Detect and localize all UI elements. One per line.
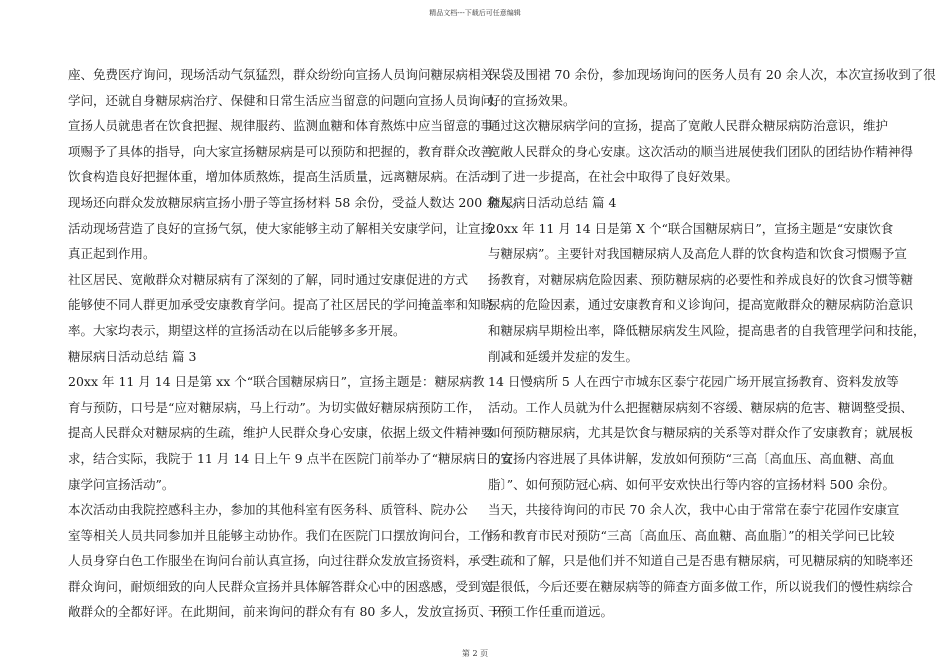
text-line: 是很低，今后还要在糖尿病等的筛查方面多做工作，所以说我们的慢性病综合	[488, 578, 914, 594]
text-line: 干预工作任重而道远。	[488, 604, 614, 620]
text-line: 好的宣扬效果。	[488, 92, 576, 108]
text-line: 生疏和了解，只是他们并不知道自己是否患有糖尿病，可见糖尿病的知晓率还	[488, 553, 914, 569]
text-line: 项赐予了具体的指导，向大家宣扬糖尿病是可以预防和把握的，教育群众改善	[68, 143, 494, 159]
text-line: 14 日慢病所 5 人在西宁市城东区泰宁花园广场开展宣扬教育、资料发放等	[488, 374, 899, 390]
text-line: 率。大家均表示，期望这样的宣扬活动在以后能够多多开展。	[68, 322, 406, 338]
left-column	[68, 62, 524, 625]
text-line: 活动。工作人员就为什么把握糖尿病刻不容缓、糖尿病的危害、糖调整受损、	[488, 399, 914, 415]
text-line: 现场还向群众发放糖尿病宣扬小册子等宣扬材料 58 余份，受益人数达 200 余人。	[68, 194, 524, 210]
page-header: 精品文档---下载后可任意编辑	[429, 9, 521, 17]
text-line: 本次活动由我院控感科主办，参加的其他科室有医务科、质管科、院办公	[68, 502, 469, 518]
text-line: 糖尿病日活动总结 篇 4	[488, 194, 617, 210]
text-line: 求，结合实际，我院于 11 月 14 日上午 9 点半在医院门前举办了“糖尿病日的安	[68, 450, 513, 466]
text-line: 糖尿病日活动总结 篇 3	[68, 348, 197, 364]
text-line: 通过这次糖尿病学问的宣扬，提高了宽敞人民群众糖尿病防治意识，维护	[488, 118, 889, 134]
text-line: 活动现场营造了良好的宣扬气氛，使大家能够主动了解相关安康学问，让宣扬	[68, 220, 494, 236]
text-line: 宣扬人员就患者在饮食把握、规律服药、监测血糖和体育熬炼中应当留意的事	[68, 118, 494, 134]
text-line: 到了进一步提高，在社会中取得了良好效果。	[488, 169, 739, 185]
text-line: 社区居民、宽敞群众对糖尿病有了深刻的了解，同时通过安康促进的方式	[68, 271, 469, 287]
text-line: 室等相关人员共同参加并且能够主动协作。我们在医院门口摆放询问台，工作	[68, 527, 494, 543]
text-line: 群众询问，耐烦细致的向人民群众宣扬并具体解答群众心中的困惑感，受到宽	[68, 578, 494, 594]
text-line: 当天，共接待询问的市民 70 余人次，我中心由于常常在泰宁花园作安康宣	[488, 502, 900, 518]
text-line: 敞群众的全都好评。在此期间，前来询问的群众有有 80 多人，发放宣扬页、环	[68, 604, 505, 620]
text-line: 能够使不同人群更加承受安康教育学问。提高了社区居民的学问掩盖率和知晓	[68, 297, 494, 313]
text-line: 扬和教育市民对预防“三高〔高血压、高血糖、高血脂〕”的相关学问已比较	[488, 527, 895, 543]
text-line: 康学问宣扬活动”。	[68, 476, 175, 492]
text-line: 尿病的危险因素，通过安康教育和义诊询问，提高宽敞群众的糖尿病防治意识	[488, 297, 914, 313]
text-line: 学问，还就自身糖尿病治疗、保健和日常生活应当留意的问题向宣扬人员询问。	[68, 92, 506, 108]
text-line: 座、免费医疗询问，现场活动气氛猛烈，群众纷纷向宣扬人员询问糖尿病相关	[68, 67, 494, 82]
text-line: 提高人民群众对糖尿病的生疏，维护人民群众身心安康，依据上级文件精神要	[68, 425, 494, 441]
text-line: 人员身穿白色工作服坐在询问台前认真宣扬，向过往群众发放宣扬资料，承受	[68, 553, 494, 569]
text-line: 脂〕”、如何预防冠心病、如何平安欢快出行等内容的宣扬材料 500 余份。	[488, 476, 895, 492]
text-line: 与糖尿病”。主要针对我国糖尿病人及高危人群的饮食构造和饮食习惯赐予宣	[488, 246, 907, 262]
text-line: 饮食构造良好把握体重，增加体质熬炼，提高生活质量，远离糖尿病。在活动	[68, 169, 494, 185]
text-line: 如何预防糖尿病，尤其是饮食与糖尿病的关系等对群众作了安康教育；就展板	[488, 425, 914, 441]
right-column	[488, 62, 936, 625]
text-line: 扬教育，对糖尿病危险因素、预防糖尿病的必要性和养成良好的饮食习惯等糖	[488, 271, 914, 287]
text-line: 宽敞人民群众的身心安康。这次活动的顺当进展使我们团队的团结协作精神得	[488, 143, 914, 159]
text-line: 和糖尿病早期检出率，降低糖尿病发生风险，提高患者的自我管理学问和技能，	[488, 322, 926, 338]
text-line: 削减和延缓并发症的发生。	[488, 348, 639, 364]
text-line: 保袋及围裙 70 余份，参加现场询问的医务人员有 20 余人次，本次宣扬收到了很	[488, 67, 936, 82]
page-footer: 第 2 页	[461, 649, 489, 658]
text-line: 的宣扬内容进展了具体讲解，发放如何预防“三高〔高血压、高血糖、高血	[488, 450, 895, 466]
text-line: 真正起到作用。	[68, 246, 156, 262]
text-line: 20xx 年 11 月 14 日是第 xx 个“联合国糖尿病日”，宣扬主题是：糖尿病教	[68, 374, 485, 390]
text-line: 育与预防，口号是“应对糖尿病，马上行动”。为切实做好糖尿病预防工作，	[68, 399, 481, 415]
text-line: 20xx 年 11 月 14 日是第 X 个“联合国糖尿病日”，宣扬主题是“安康饮食	[488, 220, 894, 236]
